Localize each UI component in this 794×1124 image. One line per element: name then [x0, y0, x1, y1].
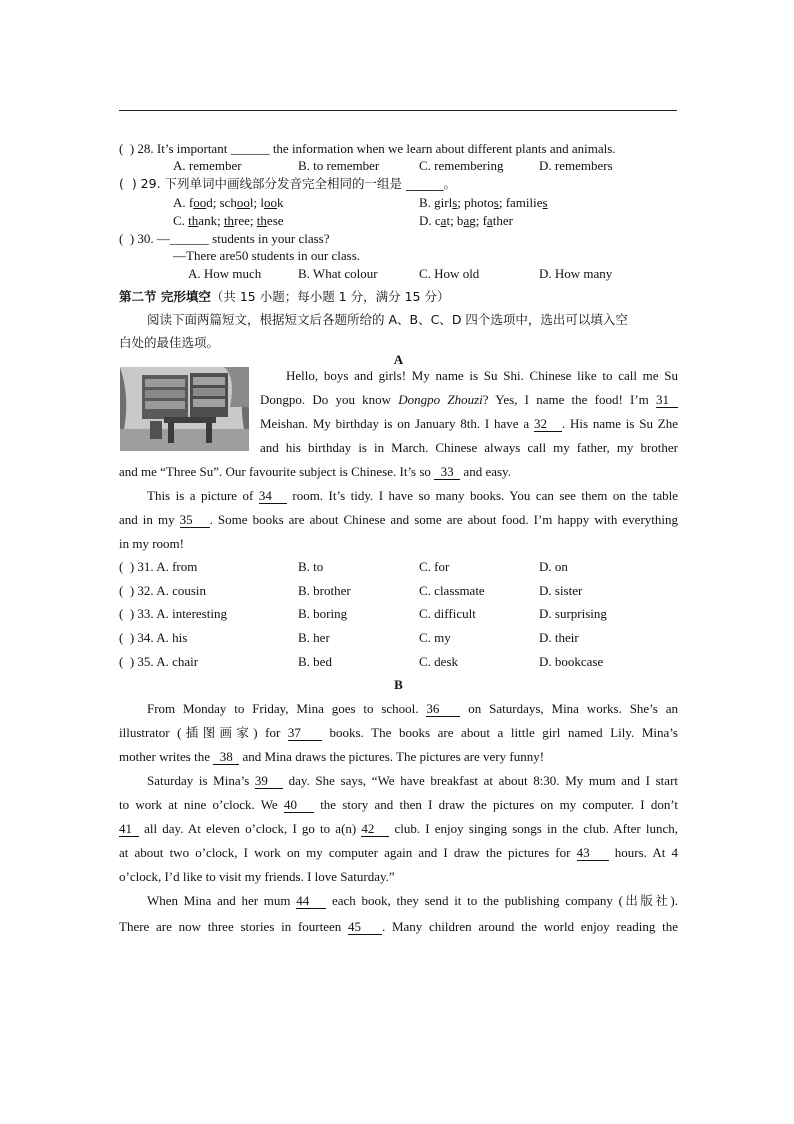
text: g; f — [469, 213, 487, 228]
q33-option-b: B. boring — [298, 606, 348, 621]
text: illustrator ( — [119, 725, 182, 740]
q35-option-c: C. desk — [419, 654, 458, 669]
passage-b-line-3 — [119, 749, 544, 765]
text: From Monday to Friday, Mina goes to school. — [147, 701, 419, 716]
text: A. f — [173, 195, 194, 210]
q28-option-b: B. to remember — [298, 158, 380, 173]
underlined: s — [542, 195, 548, 210]
underlined: th — [256, 213, 267, 228]
text: each book, they send it to the publishing company ( — [331, 893, 623, 908]
passage-b-line-6 — [119, 821, 678, 837]
q29-option-d — [419, 213, 513, 229]
q29-option-a — [173, 195, 284, 211]
text: . Some books are about Chinese and some are about food. I’m happy with everything — [209, 512, 679, 527]
passage-b-line-8: o’clock, I’d like to visit my friends. I love Saturday.” — [119, 869, 395, 884]
text: club. I enjoy singing songs in the club. After lunch, — [394, 821, 678, 836]
chinese-gloss: 出版社 — [622, 893, 671, 908]
underlined: th — [188, 213, 199, 228]
passage-a-line-4: and his birthday is in March. Chinese always call my father, my brother — [260, 440, 678, 455]
underlined: a — [463, 213, 470, 228]
text: all day. At eleven o’clock, I go to a(n) — [144, 821, 357, 836]
text: Meishan. My birthday is on January 8th. I have a — [260, 416, 530, 431]
q28-option-d: D. remembers — [539, 158, 613, 173]
passage-b-title: B — [394, 677, 403, 692]
text: B. girl — [419, 195, 453, 210]
section-heading — [119, 289, 449, 305]
passage-b-line-10 — [119, 919, 678, 935]
passage-a-line-3 — [260, 416, 678, 432]
study-room-picture — [120, 367, 249, 451]
text: mother writes the — [119, 749, 210, 764]
section-note: （共 15 小题；每小题 1 分，满分 15 分） — [210, 289, 450, 304]
blank-40: 40 — [284, 798, 314, 813]
underlined: a — [440, 213, 447, 228]
text: ank; — [198, 213, 224, 228]
text: ; photo — [457, 195, 494, 210]
section-title: 第二节 完形填空 — [119, 289, 211, 304]
text: ). — [670, 893, 678, 908]
passage-b-line-1 — [147, 701, 678, 717]
text: and me “Three Su”. Our favourite subject is Chinese. It’s so — [119, 464, 431, 479]
q33-option-d: D. surprising — [539, 606, 607, 621]
underlined: s — [452, 195, 458, 210]
q32-option-d: D. sister — [539, 583, 583, 598]
question-30-stem: ( ) 30. —______ students in your class? — [119, 231, 330, 246]
text: . His name is Su Zhe — [561, 416, 678, 431]
section-instruction-line1: 阅读下面两篇短文，根据短文后各题所给的 A、B、C、D 四个选项中，选出可以填入空 — [147, 312, 628, 327]
q31-option-c: C. for — [419, 559, 450, 574]
blank-39: 39 — [255, 774, 283, 789]
q31-option-d: D. on — [539, 559, 568, 574]
blank-42: 42 — [361, 822, 389, 837]
text: k — [277, 195, 284, 210]
text: Dongpo. Do you know — [260, 392, 392, 407]
q33-option-a: ( ) 33. A. interesting — [119, 606, 227, 621]
q29-stem-text: ( ) 29. 下列单词中画线部分发音完全相同的一组是 ______。 — [119, 176, 457, 191]
blank-35: 35 — [180, 513, 210, 528]
passage-a-line-6 — [147, 488, 678, 504]
section-instruction-line2: 白处的最佳选项。 — [119, 335, 220, 350]
text: ther — [492, 213, 513, 228]
q28-option-c: C. remembering — [419, 158, 504, 173]
text: the story and then I draw the pictures on my computer. I don’t — [320, 797, 679, 812]
question-28-stem: ( ) 28. It’s important ______ the information when we learn about different plants and animals. — [119, 141, 616, 156]
blank-32: 32 — [534, 417, 562, 432]
text: Saturday is Mina’s — [147, 773, 250, 788]
underlined: s — [493, 195, 499, 210]
blank-38: 38 — [213, 750, 239, 765]
blank-45: 45 — [348, 920, 382, 935]
text: and Mina draws the pictures. The pictures are very funny! — [242, 749, 545, 764]
q35-option-a: ( ) 35. A. chair — [119, 654, 199, 669]
text: There are now three stories in fourteen — [119, 919, 342, 934]
text: hours. At 4 — [614, 845, 679, 860]
q29-option-c — [173, 213, 284, 229]
text: D. c — [419, 213, 441, 228]
underlined: oo — [193, 195, 207, 210]
text: When Mina and her mum — [147, 893, 291, 908]
passage-b-line-9 — [147, 893, 678, 909]
passage-a-line-5 — [119, 464, 511, 480]
passage-a-line-1: Hello, boys and girls! My name is Su Shi. Chinese like to call me Su — [286, 368, 678, 383]
text: . Many children around the world enjoy reading the — [381, 919, 678, 934]
blank-44: 44 — [296, 894, 326, 909]
q30-option-d: D. How many — [539, 266, 613, 281]
passage-a-line-7 — [119, 512, 678, 528]
q28-option-a: A. remember — [173, 158, 242, 173]
q35-option-d: D. bookcase — [539, 654, 604, 669]
q30-option-a: A. How much — [188, 266, 262, 281]
text: l; l — [249, 195, 265, 210]
text: room. It’s tidy. I have so many books. You can see them on the table — [292, 488, 678, 503]
q33-option-c: C. difficult — [419, 606, 476, 621]
q34-option-d: D. their — [539, 630, 579, 645]
text: and in my — [119, 512, 175, 527]
blank-36: 36 — [426, 702, 460, 717]
text: books. The books are about a little girl named Lily. Mina’s — [329, 725, 678, 740]
text: day. She says, “We have breakfast at about 8:30. My mum and I start — [288, 773, 679, 788]
q35-option-b: B. bed — [298, 654, 332, 669]
q34-option-a: ( ) 34. A. his — [119, 630, 188, 645]
q30-option-b: B. What colour — [298, 266, 378, 281]
text: and easy. — [463, 464, 511, 479]
passage-a-line-2 — [260, 392, 678, 408]
text: on Saturdays, Mina works. She’s an — [468, 701, 678, 716]
q32-option-b: B. brother — [298, 583, 351, 598]
q34-option-c: C. my — [419, 630, 451, 645]
passage-b-line-7 — [119, 845, 678, 861]
text: ) for — [253, 725, 281, 740]
passage-b-line-2 — [119, 725, 678, 741]
q29-option-b — [419, 195, 548, 211]
q32-option-c: C. classmate — [419, 583, 485, 598]
passage-b-line-4 — [147, 773, 678, 789]
text: ; familie — [498, 195, 543, 210]
passage-a-title: A — [393, 352, 404, 367]
blank-41: 41 — [119, 822, 139, 837]
q31-option-a: ( ) 31. A. from — [119, 559, 198, 574]
blank-37: 37 — [288, 726, 322, 741]
underlined: a — [486, 213, 493, 228]
blank-33: 33 — [434, 465, 460, 480]
text: t; b — [446, 213, 464, 228]
food-name: Dongpo Zhouzi — [398, 392, 483, 407]
q30-option-c: C. How old — [419, 266, 480, 281]
text: ? Yes, I name the food! I’m — [482, 392, 649, 407]
header-rule — [119, 110, 677, 111]
text: C. — [173, 213, 189, 228]
passage-b-line-5 — [119, 797, 678, 813]
text: d; sch — [206, 195, 237, 210]
underlined: oo — [236, 195, 250, 210]
underlined: oo — [264, 195, 278, 210]
q34-option-b: B. her — [298, 630, 330, 645]
passage-a-line-8: in my room! — [119, 536, 184, 551]
text: ese — [266, 213, 284, 228]
text: This is a picture of — [147, 488, 254, 503]
underlined: th — [223, 213, 235, 228]
q31-option-b: B. to — [298, 559, 324, 574]
chinese-gloss: 插图画家 — [181, 725, 254, 740]
text: to work at nine o’clock. We — [119, 797, 278, 812]
question-29-stem — [119, 176, 456, 192]
q32-option-a: ( ) 32. A. cousin — [119, 583, 207, 598]
text: ree; — [234, 213, 257, 228]
blank-43: 43 — [577, 846, 609, 861]
question-30-reply: —There are50 students in our class. — [173, 248, 361, 263]
blank-34: 34 — [259, 489, 287, 504]
blank-31: 31 — [656, 393, 678, 408]
text: at about two o’clock, I work on my computer again and I draw the pictures for — [119, 845, 571, 860]
